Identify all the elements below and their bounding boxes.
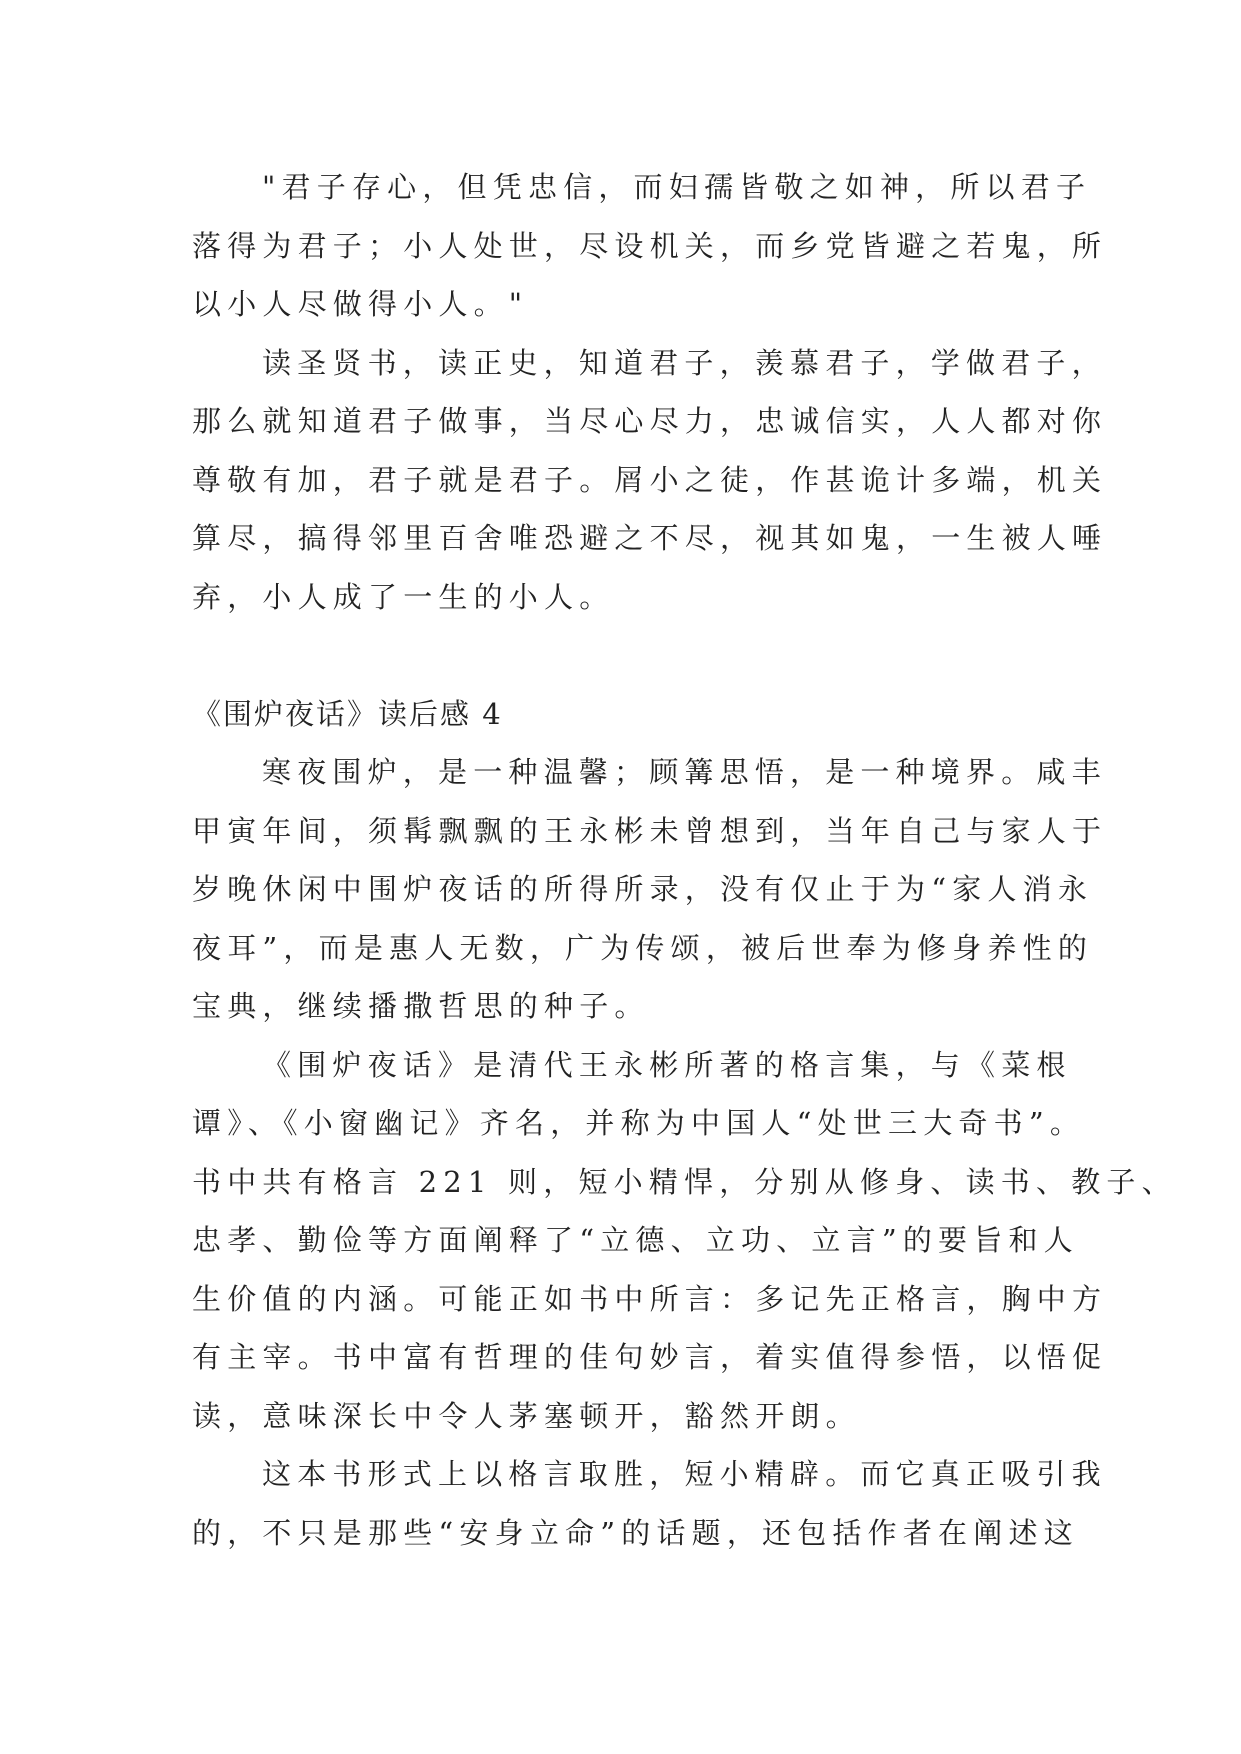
body-paragraph [192,1445,1107,1562]
body-paragraph [192,743,1108,1036]
text-line: 读，意味深长中令人茅塞顿开，豁然开朗。 [192,1398,861,1433]
text-line: 有主宰。书中富有哲理的佳句妙言，着实值得参悟，以悟促 [192,1340,1108,1374]
document-page [192,158,1177,1562]
text-line: 谭》、《小窗幽记》齐名，并称为中国人“处世三大奇书”。 [192,1106,1086,1140]
text-line: 《围炉夜话》是清代王永彬所著的格言集，与《菜根 [262,1047,1072,1082]
text-line: 的，不只是那些“安身立命”的话题，还包括作者在阐述这 [192,1515,1079,1550]
text-line: 尊敬有加，君子就是君子。屑小之徒，作甚诡计多端，机关 [192,462,1108,497]
text-line: 以小人尽做得小人。" [192,287,529,321]
section-spacer [192,626,1064,685]
text-line: 算尽，搞得邻里百舍唯恐避之不尽，视其如鬼，一生被人唾 [192,521,1108,555]
text-line: 弃，小人成了一生的小人。 [192,579,615,614]
text-line: 落得为君子；小人处世，尽设机关，而乡党皆避之若鬼，所 [192,228,1108,263]
text-line: 生价值的内涵。可能正如书中所言：多记先正格言，胸中方 [192,1281,1108,1316]
quote-paragraph [192,158,1108,334]
text-line: 宝典，继续播撒哲思的种子。 [192,989,650,1023]
body-paragraph [192,1036,1177,1446]
text-line: 岁晚休闲中围炉夜话的所得所录，没有仅止于为“家人消永 [192,872,1094,906]
text-line: 忠孝、勤俭等方面阐释了“立德、立功、立言”的要旨和人 [192,1223,1079,1257]
text-line: 寒夜围炉，是一种温馨；顾篝思悟，是一种境界。咸丰 [262,755,1107,789]
text-line: 甲寅年间，须髯飘飘的王永彬未曾想到，当年自己与家人于 [192,813,1108,848]
text-line: 书中共有格言 221 则，短小精悍，分别从修身、读书、教子、 [192,1164,1177,1199]
text-line: 这本书形式上以格言取胜，短小精辟。而它真正吸引我 [262,1457,1107,1491]
body-paragraph [192,334,1108,627]
text-line: "君子存心，但凭忠信，而妇孺皆敬之如神，所以君子 [262,170,1092,204]
text-line: 那么就知道君子做事，当尽心尽力，忠诚信实，人人都对你 [192,404,1108,438]
section-title: 《围炉夜话》读后感 4 [192,696,503,731]
text-line: 读圣贤书，读正史，知道君子，羡慕君子，学做君子， [262,345,1107,380]
text-line: 夜耳”，而是惠人无数，广为传颂，被后世奉为修身养性的 [192,930,1094,965]
